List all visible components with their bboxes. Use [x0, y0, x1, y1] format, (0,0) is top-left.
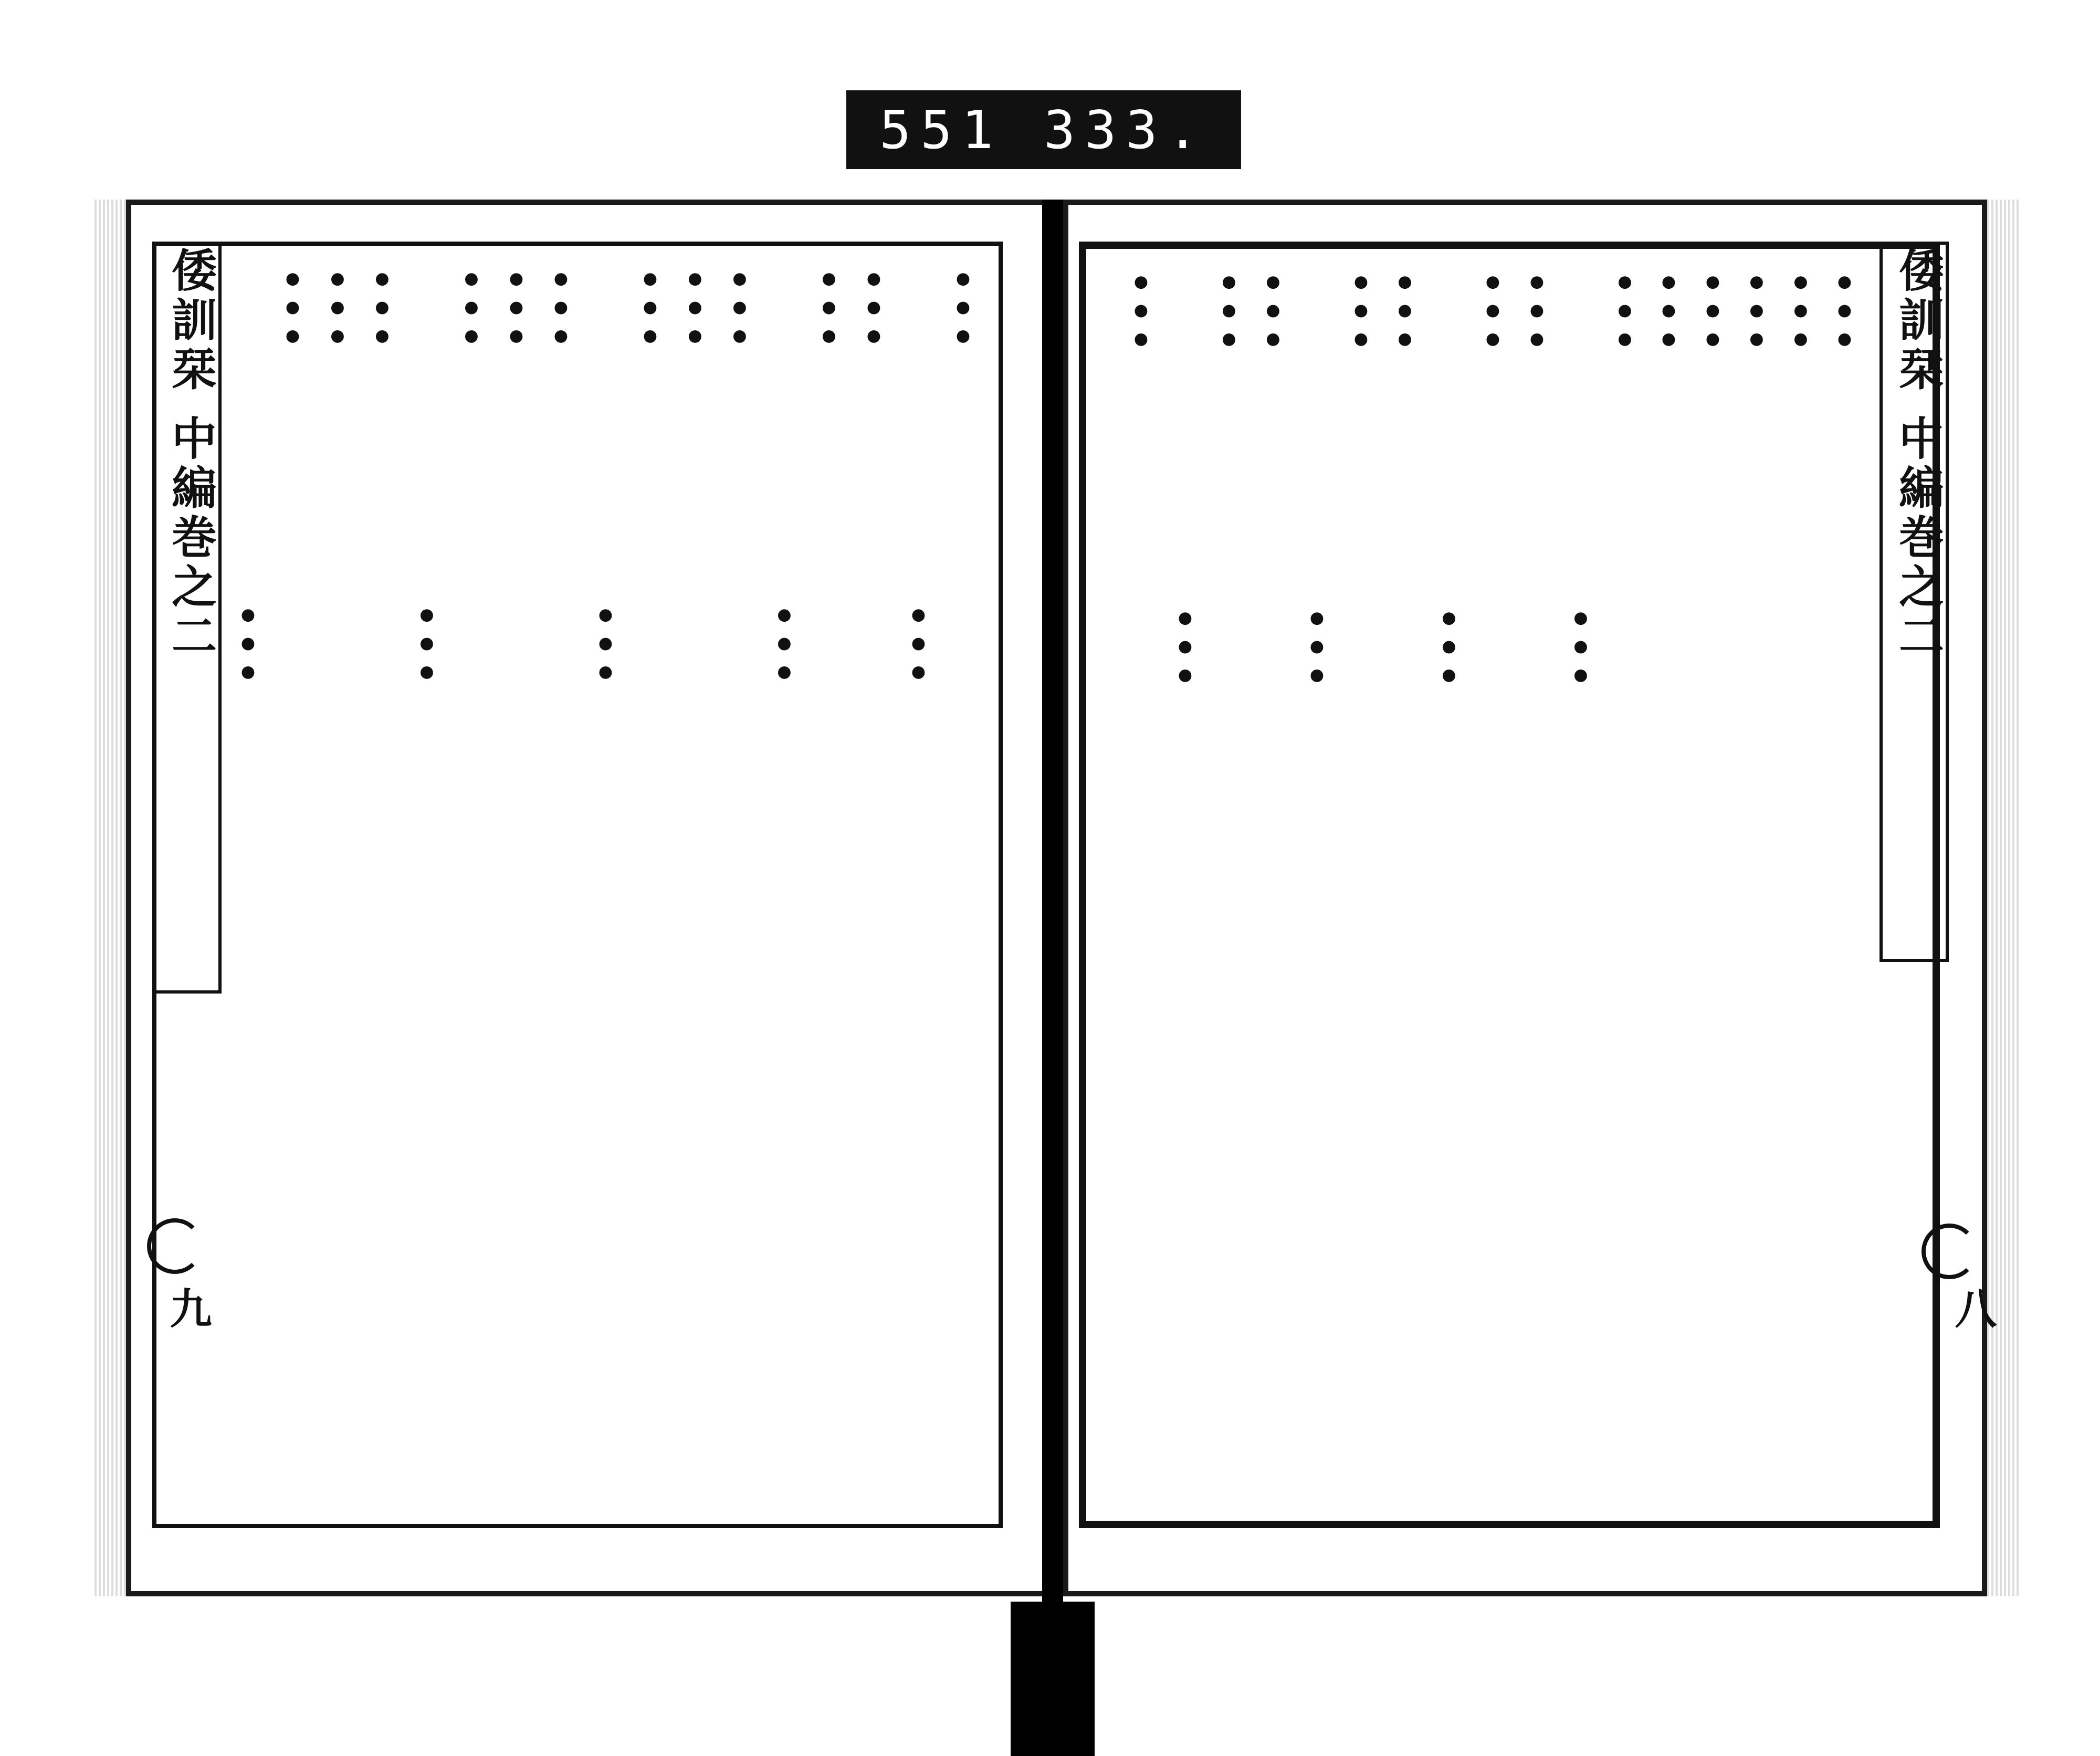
book-spine-base	[1011, 1602, 1095, 1756]
right-text-column-14: •••	[1246, 270, 1297, 356]
right-folio: 八	[1948, 1287, 1997, 1329]
right-text-column-17: •••	[1115, 270, 1164, 356]
left-folio: 九	[163, 1287, 212, 1329]
right-text-column-6: •••	[1598, 270, 1648, 356]
right-text-column-15: •••	[1202, 270, 1253, 356]
left-text-column-17: •••	[222, 603, 271, 689]
left-text-column-4: •••	[802, 267, 853, 353]
left-page-edge	[94, 200, 126, 1596]
right-page-edge	[1987, 200, 2019, 1596]
right-text-column-3: •••	[1730, 270, 1780, 356]
left-text-column-9: •••	[579, 603, 629, 689]
left-text-column-6: •••	[713, 267, 763, 353]
right-text-column-13: •••	[1290, 606, 1340, 692]
left-text-column-3: •••	[847, 267, 897, 353]
right-text-column-5: •••	[1642, 270, 1692, 356]
right-margin-title: 倭訓栞 中編巻之二	[1891, 247, 1944, 662]
left-text-column-11: •••	[489, 267, 540, 353]
left-text-column-12: •••	[445, 267, 495, 353]
left-margin-title: 倭訓栞 中編巻之二	[164, 247, 217, 662]
right-text-column-8: •••	[1510, 270, 1560, 356]
right-text-column-4: •••	[1686, 270, 1736, 356]
right-text-column-1: •••	[1818, 270, 1868, 356]
left-text-column-16: •••	[266, 267, 317, 353]
left-folio-mark	[147, 1218, 203, 1274]
right-text-column-2: •••	[1774, 270, 1824, 356]
left-text-column-15: •••	[311, 267, 361, 353]
left-text-column-2: •••	[891, 603, 942, 689]
right-text-column-9: •••	[1466, 270, 1516, 356]
right-folio-mark	[1922, 1224, 1977, 1279]
left-text-column-8: •••	[624, 267, 674, 353]
left-text-column-7: •••	[668, 267, 719, 353]
right-text-column-11: •••	[1378, 270, 1429, 356]
left-text-panel	[152, 242, 1003, 1528]
left-columns	[222, 267, 986, 1503]
right-text-column-16: •••	[1158, 606, 1209, 692]
left-text-column-5: •••	[758, 603, 808, 689]
frame-number-label: 551 333.	[846, 90, 1241, 169]
right-text-panel	[1079, 242, 1940, 1528]
left-text-column-10: •••	[534, 267, 584, 353]
right-text-column-10: •••	[1422, 606, 1473, 692]
left-text-column-13: •••	[400, 603, 450, 689]
right-columns	[1115, 270, 1868, 1500]
left-text-column-14: •••	[355, 267, 406, 353]
right-text-column-7: •••	[1554, 606, 1604, 692]
left-text-column-1: •••	[937, 267, 986, 353]
right-text-column-12: •••	[1334, 270, 1384, 356]
book-spine	[1042, 200, 1063, 1649]
